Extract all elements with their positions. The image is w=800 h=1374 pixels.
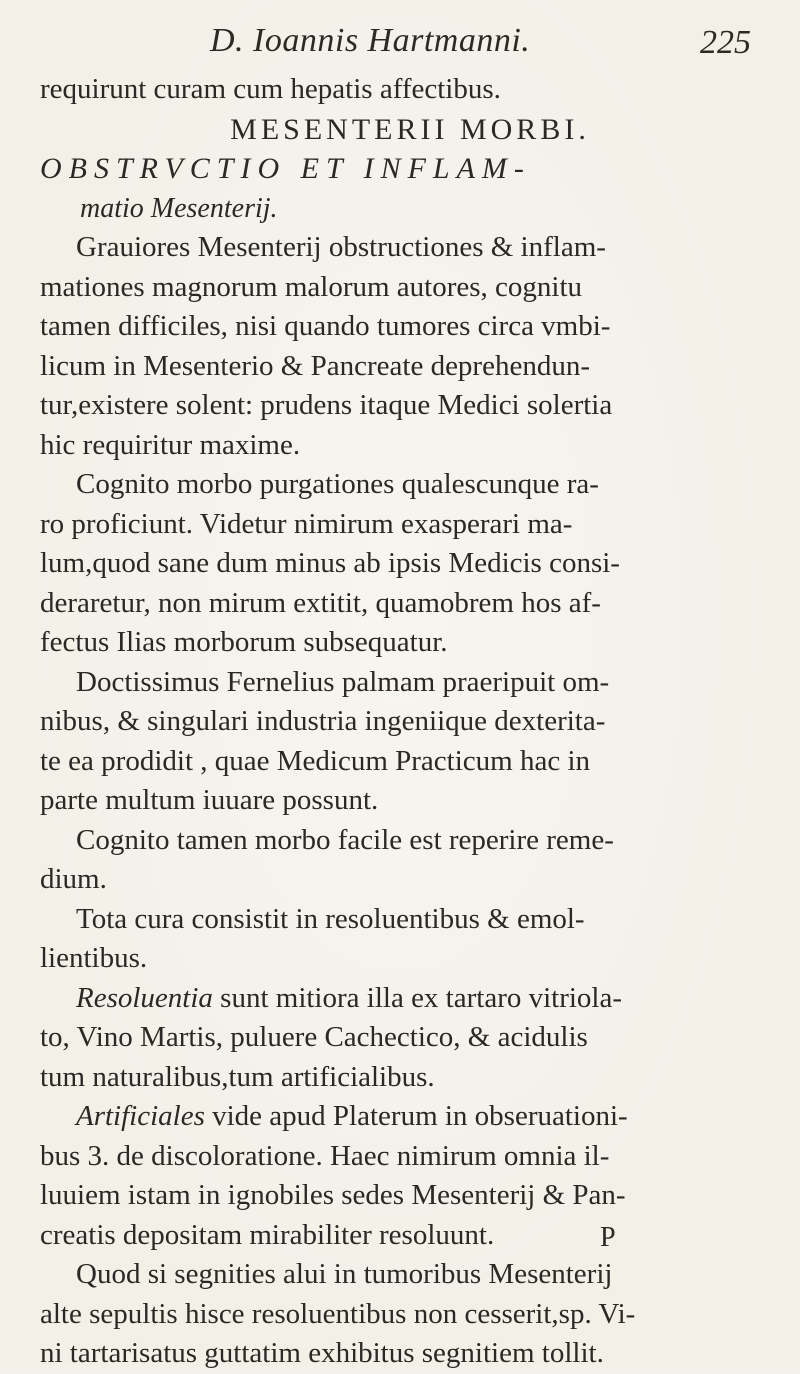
text-line: bus 3. de discoloratione. Haec nimirum omnia il- [40,1139,610,1172]
running-title: D. Ioannis Hartmanni. [210,22,531,59]
text-line: tur,existere solent: prudens itaque Medici solertia [40,389,613,421]
text-line [40,979,780,1019]
body-text [40,70,780,1374]
text-line: ni tartarisatus guttatim exhibitus segnitiem tollit. [40,1337,604,1369]
text-line: parte multum iuuare possunt. [40,784,379,816]
text-line: Grauiores Mesenterij obstructiones & inflam- [76,231,606,263]
text-line: fectus Ilias morborum subsequatur. [40,626,448,658]
text-line: Quod si segnities alui in tumoribus Mesenterij [76,1258,613,1290]
text-line: dium. [40,863,107,895]
text-line: deraretur, non mirum extitit, quamobrem hos af- [40,586,601,619]
text-line: Cognito morbo purgationes qualescunque ra- [76,468,599,500]
text-line: creatis depositam mirabiliter resoluunt. [40,1218,495,1251]
text-line: te ea prodidit , quae Medicum Practicum hac in [40,744,591,777]
section-heading: MESENTERII MORBI. [230,112,590,146]
subsection-heading: OBSTRVCTIO ET INFLAM- [40,152,531,185]
text-line: lum,quod sane dum minus ab ipsis Medicis consi- [40,547,620,579]
text-line: licum in Mesenterio & Pancreate deprehendun- [40,349,590,382]
text-line: hic requiritur maxime. [40,428,301,461]
italic-term: Artificiales [76,1100,205,1132]
text-line: nibus, & singulari industria ingeniique dexterita- [40,705,606,737]
text-run: sunt mitiora illa ex tartaro vitriola- [212,981,623,1014]
text-line: alte sepultis hisce resoluentibus non cesserit,sp. Vi- [40,1297,636,1330]
italic-term: Resoluentia [76,981,213,1014]
text-line [40,1097,780,1137]
text-line: lientibus. [40,942,148,974]
text-line: ro proficiunt. Videtur nimirum exasperari ma- [40,507,573,540]
text-line: luuiem istam in ignobiles sedes Mesenterij & Pan- [40,1179,626,1211]
subsection-heading-continued: matio Mesenterij. [80,192,278,224]
text-line: Doctissimus Fernelius palmam praeripuit om- [76,665,610,698]
catchword: P [600,1222,616,1253]
text-line: requirunt curam cum hepatis affectibus. [40,73,501,105]
text-line: tamen difficiles, nisi quando tumores circa vmbi- [40,310,611,342]
text-line: Tota cura consistit in resoluentibus & emol- [76,902,585,935]
running-head [0,22,800,68]
text-line: Cognito tamen morbo facile est reperire reme- [76,823,614,856]
text-run: vide apud Platerum in obseruationi- [204,1100,628,1132]
page-number: 225 [700,24,751,61]
text-line: to, Vino Martis, puluere Cachectico, & acidulis [40,1021,588,1053]
text-line: tum naturalibus,tum artificialibus. [40,1060,435,1093]
text-line: mationes magnorum malorum autores, cognitu [40,270,583,303]
